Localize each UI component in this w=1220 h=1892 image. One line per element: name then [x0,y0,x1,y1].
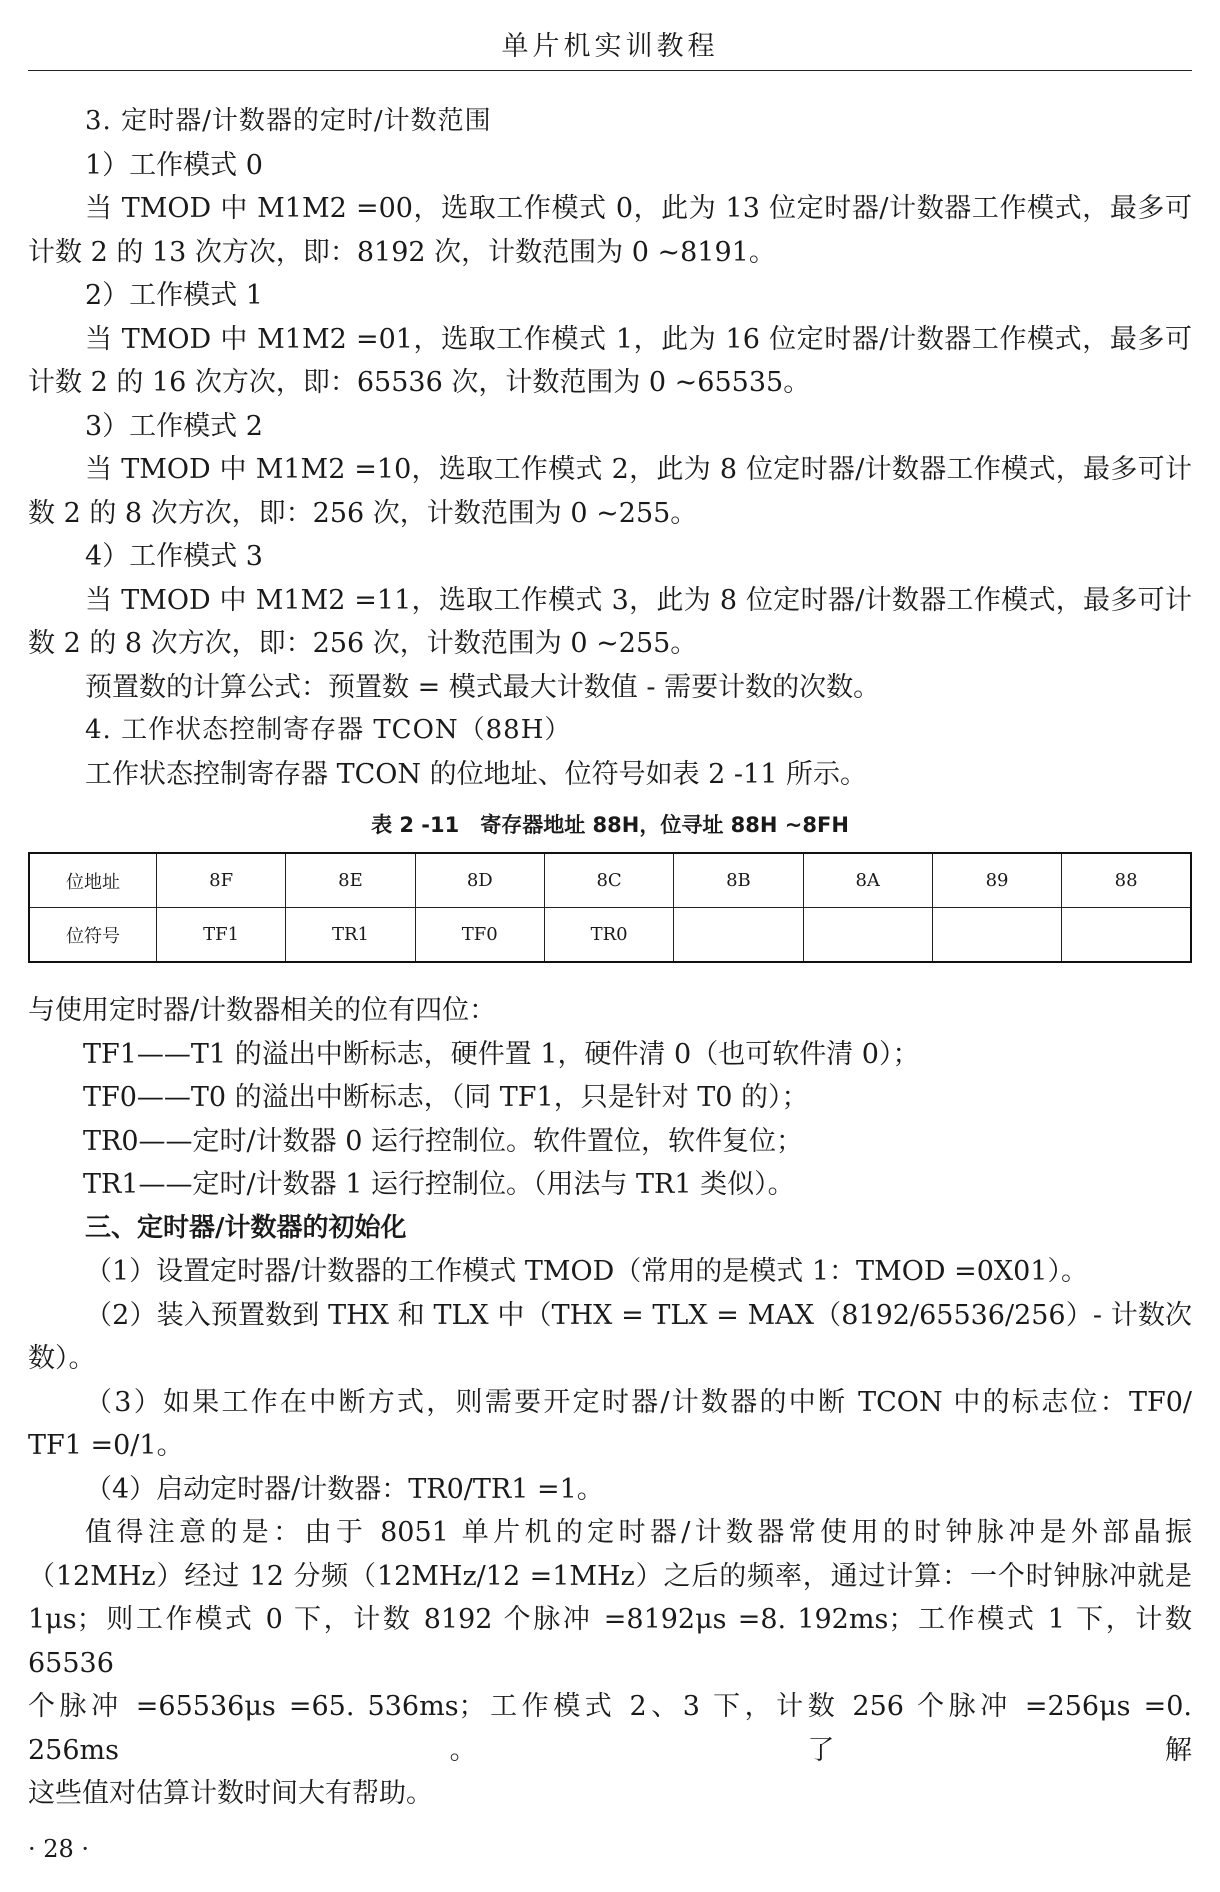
mode-title: 4）工作模式 3 [85,541,263,572]
bit-description: TR1——定时/计数器 1 运行控制位。（用法与 TR1 类似）。 [83,1169,795,1200]
table-cell: TR0 [544,908,673,963]
table-cell [932,908,1061,963]
table-cell [1062,908,1191,963]
bit-description: TF0——T0 的溢出中断标志，（同 TF1，只是针对 T0 的）； [83,1082,809,1113]
table-cell: TF1 [157,908,286,963]
init-step-2-line: 数）。 [28,1343,96,1374]
mode-text-line: 数 2 的 8 次方次，即：256 次，计数范围为 0 ~255。 [28,628,698,659]
mode-title: 3）工作模式 2 [85,410,263,442]
mode-text-line: 当 TMOD 中 M1M2 =10，选取工作模式 2，此为 8 位定时器/计数器工作模式，最多可计 [85,454,1192,485]
preset-formula: 预置数的计算公式：预置数 = 模式最大计数值 - 需要计数的次数。 [85,671,881,703]
row-header: 位符号 [29,908,157,963]
mode-1-block [28,274,1192,405]
mode-text-line: 计数 2 的 13 次方次，即：8192 次，计数范围为 0 ~8191。 [28,236,776,268]
init-step-4: （4）启动定时器/计数器：TR0/TR1 =1。 [85,1473,604,1505]
table-cell: TF0 [415,908,544,963]
table-cell [803,908,932,963]
mode-3-block [28,535,1192,666]
table-cell: 8F [157,853,286,908]
mode-text-line: 数 2 的 8 次方次，即：256 次，计数范围为 0 ~255。 [28,497,698,529]
table-cell: 88 [1062,853,1191,908]
mode-0-block [28,144,1192,275]
table-cell: 8B [674,853,803,908]
init-step-1: （1）设置定时器/计数器的工作模式 TMOD（常用的是模式 1：TMOD =0X01）。 [85,1256,1088,1287]
bit-description: TR0——定时/计数器 0 运行控制位。软件置位，软件复位； [83,1125,803,1157]
table-row [29,853,1191,908]
mode-2-block [28,405,1192,536]
bits-intro: 与使用定时器/计数器相关的位有四位： [28,995,497,1026]
init-section-heading: 三、定时器/计数器的初始化 [85,1212,407,1243]
page-number: · 28 · [28,1835,90,1863]
mode-text-line: 当 TMOD 中 M1M2 =11，选取工作模式 3，此为 8 位定时器/计数器工作模式，最多可计 [85,584,1192,616]
tcon-register-table [28,852,1192,963]
table-cell: TR1 [286,908,415,963]
section-4-heading: 4. 工作状态控制寄存器 TCON（88H） [85,715,572,745]
mode-text-line: 计数 2 的 16 次方次，即：65536 次，计数范围为 0 ~65535。 [28,367,811,398]
page-body [28,100,1192,1816]
mode-text-line: 当 TMOD 中 M1M2 =00，选取工作模式 0，此为 13 位定时器/计数器工作模式，最多可 [85,193,1192,224]
table-cell: 8E [286,853,415,908]
table-cell [674,908,803,963]
note-line: （12MHz）经过 12 分频（12MHz/12 =1MHz）之后的频率，通过计算：一个时钟脉冲就是 [28,1560,1192,1592]
table-cell: 89 [932,853,1061,908]
table-caption: 表 2 -11 寄存器地址 88H，位寻址 88H ~8FH [371,813,849,837]
header-rule [28,70,1192,71]
table-cell: 8A [803,853,932,908]
section-3-heading: 3. 定时器/计数器的定时/计数范围 [85,106,492,136]
bit-description: TF1——T1 的溢出中断标志，硬件置 1，硬件清 0（也可软件清 0）； [83,1038,920,1070]
row-header: 位地址 [29,853,157,908]
table-cell: 8D [415,853,544,908]
note-line: 个脉冲 =65536μs =65. 536ms；工作模式 2、3 下，计数 256 个脉冲 =256μs =0. 256ms。了解 [28,1691,1192,1766]
mode-text-line: 当 TMOD 中 M1M2 =01，选取工作模式 1，此为 16 位定时器/计数器工作模式，最多可 [85,323,1192,355]
mode-title: 2）工作模式 1 [85,280,263,311]
table-row [29,908,1191,963]
note-line: 1μs；则工作模式 0 下，计数 8192 个脉冲 =8192μs =8. 192ms；工作模式 1 下，计数 65536 [28,1604,1192,1679]
init-step-3-line: （3）如果工作在中断方式，则需要开定时器/计数器的中断 TCON 中的标志位：TF0/ [85,1386,1192,1418]
table-cell: 8C [544,853,673,908]
mode-title: 1）工作模式 0 [85,149,263,181]
note-line: 值得注意的是：由于 8051 单片机的定时器/计数器常使用的时钟脉冲是外部晶振 [85,1517,1192,1548]
section-4-intro: 工作状态控制寄存器 TCON 的位地址、位符号如表 2 -11 所示。 [85,758,867,790]
running-title: 单片机实训教程 [501,31,719,62]
init-step-3-line: TF1 =0/1。 [28,1430,184,1461]
init-step-2-line: （2）装入预置数到 THX 和 TLX 中（THX = TLX = MAX（8192/65536/256）- 计数次 [85,1299,1192,1331]
note-line: 这些值对估算计数时间大有帮助。 [28,1778,433,1809]
